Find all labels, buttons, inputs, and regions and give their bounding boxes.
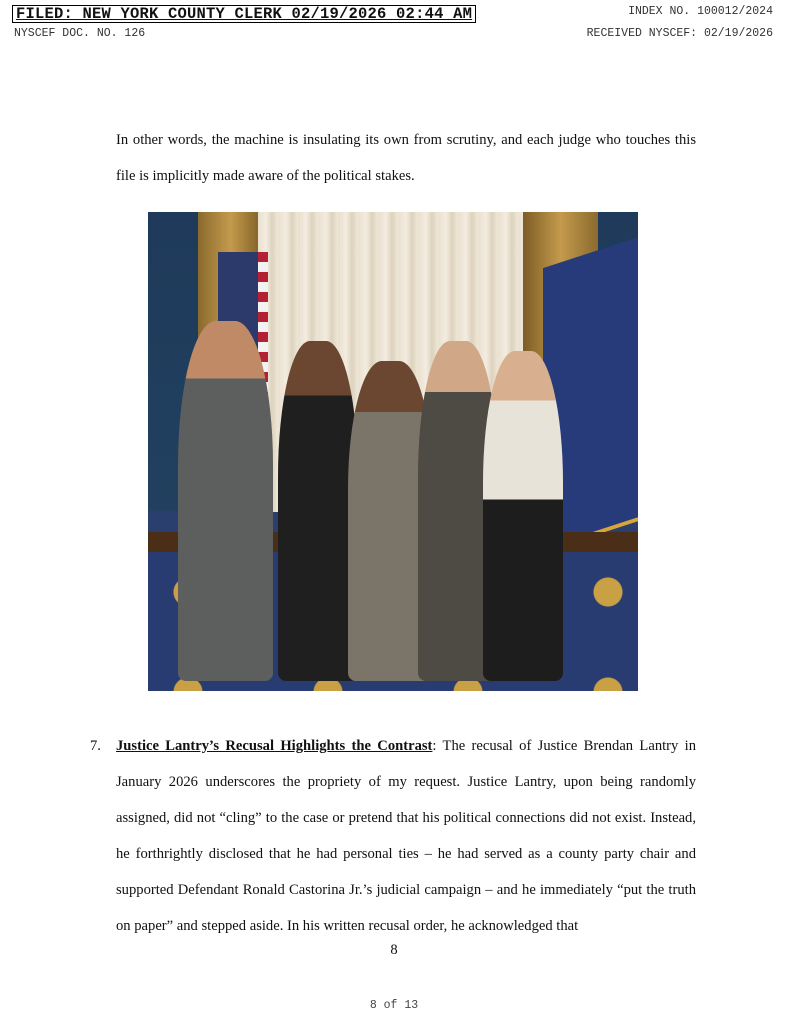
paragraph-text: : The recusal of Justice Brendan Lantry in January 2026 underscores the propriety of my request. Justice Lantry, upon being randomly assigned, did not “cling” to the case or pretend that his political connections did not exist. Instead, he forthrightly disclosed that he had personal ties – he had served as a county party chair and supported Defendant Ronald Castorina Jr.’s judicial campaign – and he immediately “put the truth on paper” and stepped aside. In his written recusal order, he acknowledged that: [116, 738, 696, 934]
group-photo: [148, 212, 638, 691]
page-number: 8: [390, 942, 398, 958]
page-of-total: 8 of 13: [369, 999, 419, 1012]
filed-stamp: FILED: NEW YORK COUNTY CLERK 02/19/2026 02:44 AM: [12, 5, 476, 23]
paragraph-number: 7.: [90, 738, 101, 754]
person-silhouette: [483, 351, 563, 681]
nyscef-doc-number: NYSCEF DOC. NO. 126: [14, 27, 146, 40]
received-date: RECEIVED NYSCEF: 02/19/2026: [586, 27, 773, 40]
paragraph-heading: Justice Lantry’s Recusal Highlights the Contrast: [116, 738, 433, 754]
person-silhouette: [178, 321, 273, 681]
person-silhouette: [278, 341, 358, 681]
paragraph-continuation: In other words, the machine is insulating its own from scrutiny, and each judge who touches this file is implicitly made aware of the political stakes.: [116, 132, 696, 184]
paragraph-7: [90, 728, 696, 944]
index-number: INDEX NO. 100012/2024: [628, 5, 773, 18]
